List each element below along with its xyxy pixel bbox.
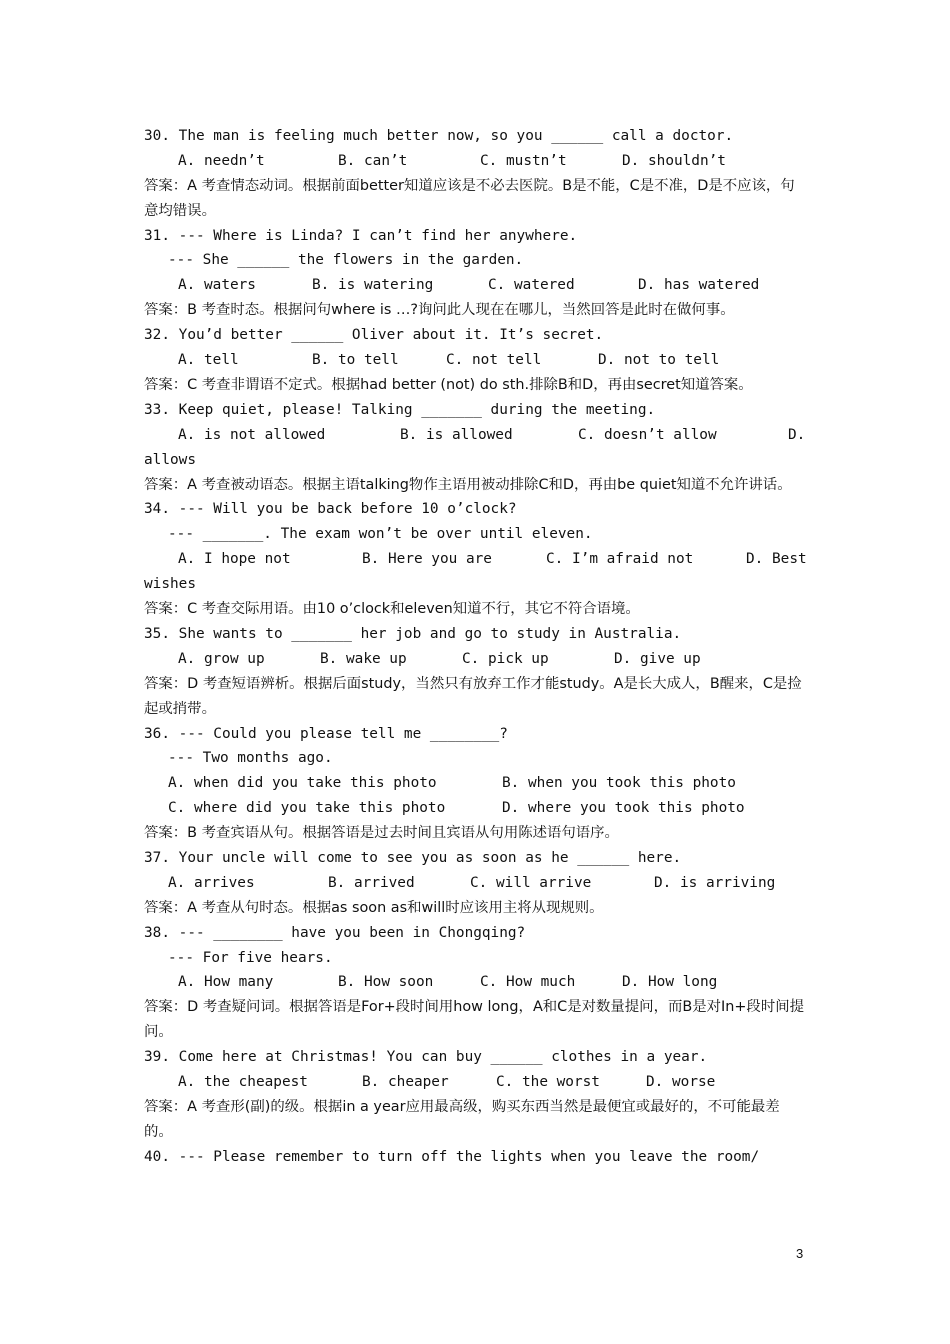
options-36-row2: [144, 796, 808, 821]
option-c: C. How much: [480, 974, 576, 991]
options-34: [144, 547, 808, 572]
option-c: C. the worst: [496, 1074, 600, 1091]
answer-34: 答案：C 考查交际用语。由10 o’clock和eleven知道不行，其它不符合语境。: [144, 601, 640, 617]
option-d-continued: wishes: [144, 576, 196, 593]
question-36: 36. --- Could you please tell me ________?: [144, 725, 508, 742]
answer-39: 答案：A 考查形(副)的级。根据in a year应用最高级，购买东西当然是最便宜或最好的，不可能最差的。: [144, 1098, 780, 1140]
option-a: A. How many: [178, 974, 274, 991]
option-c: C. will arrive: [470, 874, 592, 891]
options-33: [144, 423, 808, 448]
option-a: A. the cheapest: [178, 1074, 308, 1091]
option-b: B. is watering: [312, 277, 434, 294]
option-c: C. not tell: [446, 352, 542, 369]
question-31: 31. --- Where is Linda? I can’t find her anywhere.: [144, 227, 578, 244]
option-b: B. when you took this photo: [502, 775, 736, 792]
options-30: [144, 149, 808, 174]
options-31: [144, 273, 808, 298]
option-d: D. How long: [622, 974, 718, 991]
option-d: D. Best: [746, 551, 807, 568]
option-d: D. is arriving: [654, 874, 776, 891]
option-a: A. arrives: [168, 874, 255, 891]
option-c: C. mustn’t: [480, 152, 567, 169]
exercise-page: [144, 124, 808, 1170]
option-d: D. worse: [646, 1074, 716, 1091]
option-a: A. I hope not: [178, 551, 291, 568]
question-32: 32. You’d better ______ Oliver about it. It’s secret.: [144, 327, 604, 344]
question-34-line2: --- _______. The exam won’t be over until eleven.: [168, 526, 593, 543]
answer-30: 答案：A 考查情态动词。根据前面better知道应该是不必去医院。B是不能，C是不准，D是不应该，句意均错误。: [144, 177, 795, 219]
option-a: A. is not allowed: [178, 426, 326, 443]
option-d: D.: [788, 426, 806, 443]
option-b: B. can’t: [338, 152, 408, 169]
option-d: D. not to tell: [598, 352, 720, 369]
question-38: 38. --- ________ have you been in Chongqing?: [144, 924, 526, 941]
option-b: B. arrived: [328, 874, 415, 891]
question-39: 39. Come here at Christmas! You can buy ______ clothes in a year.: [144, 1049, 708, 1066]
option-a: A. needn’t: [178, 152, 265, 169]
answer-37: 答案：A 考查从句时态。根据as soon as和will时应该用主将从现规则。: [144, 899, 604, 916]
answer-32: 答案：C 考查非谓语不定式。根据had better (not) do sth.排除B和D，再由secret知道答案。: [144, 376, 753, 393]
answer-35: 答案：D 考查短语辨析。根据后面study，当然只有放弃工作才能study。A是长大成人，B醒来，C是捡起或捎带。: [144, 675, 802, 717]
option-a: A. tell: [178, 352, 239, 369]
option-c: C. I’m afraid not: [546, 551, 694, 568]
option-b: B. How soon: [338, 974, 434, 991]
option-b: B. to tell: [312, 352, 399, 369]
option-b: B. Here you are: [362, 551, 492, 568]
question-35: 35. She wants to _______ her job and go to study in Australia.: [144, 625, 682, 642]
question-38-line2: --- For five hears.: [168, 949, 333, 966]
options-38: [144, 970, 808, 995]
options-32: [144, 348, 808, 373]
question-33: 33. Keep quiet, please! Talking _______ during the meeting.: [144, 401, 656, 418]
option-d: D. has watered: [638, 277, 760, 294]
option-a: A. grow up: [178, 650, 265, 667]
question-34: 34. --- Will you be back before 10 o’clock?: [144, 501, 517, 518]
option-d: D. where you took this photo: [502, 800, 745, 817]
option-d: D. shouldn’t: [622, 152, 726, 169]
options-37: [144, 871, 808, 896]
question-31-line2: --- She ______ the flowers in the garden.: [168, 252, 524, 269]
answer-38: 答案：D 考查疑问词。根据答语是For+段时间用how long，A和C是对数量提问，而B是对In+段时间提问。: [144, 999, 804, 1041]
option-a: A. when did you take this photo: [168, 775, 437, 792]
option-c: C. where did you take this photo: [168, 800, 446, 817]
options-36-row1: [144, 771, 808, 796]
option-c: C. pick up: [462, 650, 549, 667]
option-b: B. is allowed: [400, 426, 513, 443]
question-37: 37. Your uncle will come to see you as soon as he ______ here.: [144, 849, 682, 866]
question-30: 30. The man is feeling much better now, so you ______ call a doctor.: [144, 128, 734, 144]
answer-31: 答案：B 考查时态。根据问句where is …?询问此人现在在哪儿，当然回答是此时在做何事。: [144, 302, 735, 319]
question-36-line2: --- Two months ago.: [168, 750, 333, 767]
option-c: C. watered: [488, 277, 575, 294]
option-b: B. wake up: [320, 650, 407, 667]
question-40: 40. --- Please remember to turn off the lights when you leave the room/: [144, 1148, 760, 1165]
options-35: [144, 647, 808, 672]
option-c: C. doesn’t allow: [578, 426, 717, 443]
option-b: B. cheaper: [362, 1074, 449, 1091]
answer-36: 答案：B 考查宾语从句。根据答语是过去时间且宾语从句用陈述语句语序。: [144, 825, 619, 842]
page-number: 3: [796, 1246, 804, 1261]
option-a: A. waters: [178, 277, 256, 294]
options-39: [144, 1070, 808, 1095]
option-d: D. give up: [614, 650, 701, 667]
option-d-continued: allows: [144, 451, 196, 468]
answer-33: 答案：A 考查被动语态。根据主语talking物作主语用被动排除C和D，再由be quiet知道不允许讲话。: [144, 476, 792, 493]
